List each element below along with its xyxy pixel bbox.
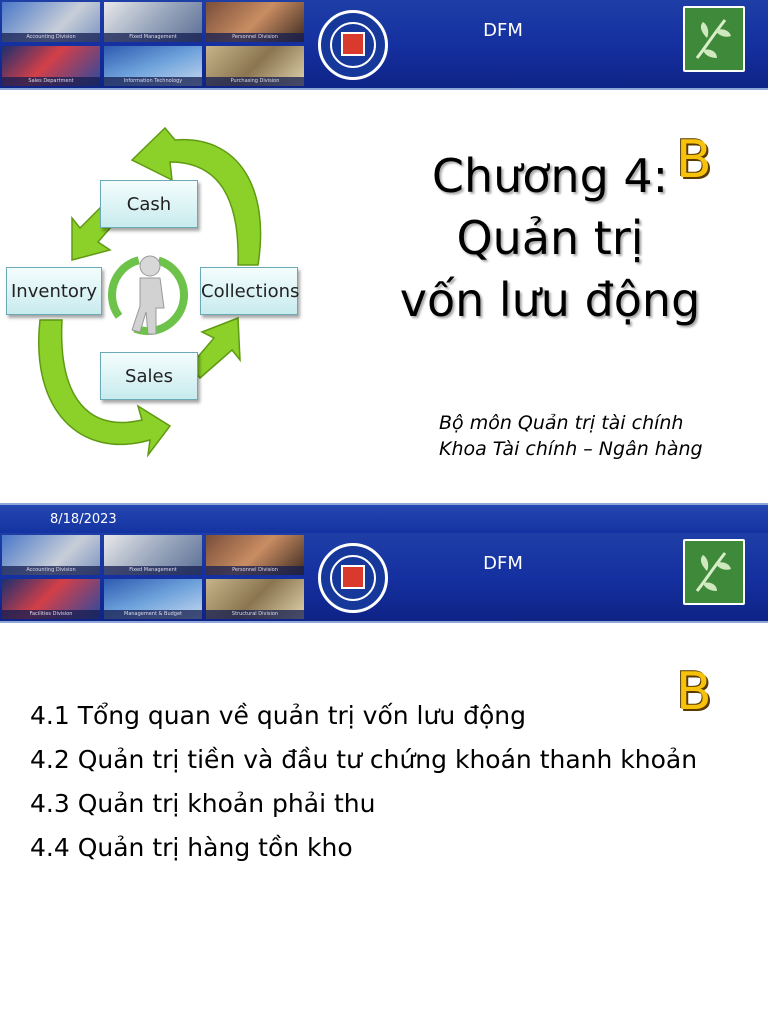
slide-title-line3: vốn lưu động [399,273,701,327]
slide-title-line2: Quản trị [456,211,644,265]
outline-item: 4.4 Quản trị hàng tồn kho [30,833,353,862]
photo-tile [206,535,304,575]
photo-caption: Accounting Division [2,566,100,575]
university-seal-icon [318,543,388,613]
slide-date: 8/18/2023 [50,512,117,527]
photo-caption: Fixed Management [104,566,202,575]
chapter-outline [30,698,738,874]
photo-tile [206,2,304,42]
university-seal-icon [318,10,388,80]
photo-tile [206,46,304,86]
b-brand-mark: B [676,662,712,722]
outline-item: 4.2 Quản trị tiền và đầu tư chứng khoán thanh khoản [30,745,698,774]
photo-caption: Sales Department [2,77,100,86]
cycle-node-sales: Sales [100,352,198,400]
department-info [439,410,703,462]
photo-tile [104,535,202,575]
photo-tile [104,2,202,42]
leaf-logo-icon [683,6,745,72]
photo-caption: Personnel Division [206,33,304,42]
photo-caption: Fixed Management [104,33,202,42]
header-photo-collage [2,2,306,88]
photo-tile [206,579,304,619]
photo-caption: Accounting Division [2,33,100,42]
b-brand-mark: B [676,130,712,190]
photo-caption: Purchasing Division [206,77,304,86]
header-band-second [0,533,768,623]
photo-caption: Facilities Division [2,610,100,619]
slide-title-line1: Chương 4: [431,149,669,203]
header-photo-collage [2,535,306,621]
cycle-node-collections: Collections [200,267,298,315]
leaf-logo-icon [683,539,745,605]
header-title: DFM [483,553,523,574]
cycle-node-inventory: Inventory [6,267,102,315]
department-name: Bộ môn Quản trị tài chính [439,412,684,434]
photo-caption: Management & Budget [104,610,202,619]
photo-tile [2,2,100,42]
photo-tile [104,46,202,86]
photo-caption: Structural Division [206,610,304,619]
photo-tile [2,46,100,86]
working-capital-cycle-diagram [0,110,310,470]
photo-caption: Personnel Division [206,566,304,575]
footer-date-strip [0,503,768,533]
photo-tile [2,579,100,619]
cycle-node-cash: Cash [100,180,198,228]
header-title: DFM [483,20,523,41]
photo-caption: Information Technology [104,77,202,86]
photo-tile [104,579,202,619]
photo-tile [2,535,100,575]
faculty-name: Khoa Tài chính – Ngân hàng [439,438,703,460]
header-band-top [0,0,768,90]
outline-item: 4.1 Tổng quan về quản trị vốn lưu động [30,701,527,730]
outline-item: 4.3 Quản trị khoản phải thu [30,789,376,818]
